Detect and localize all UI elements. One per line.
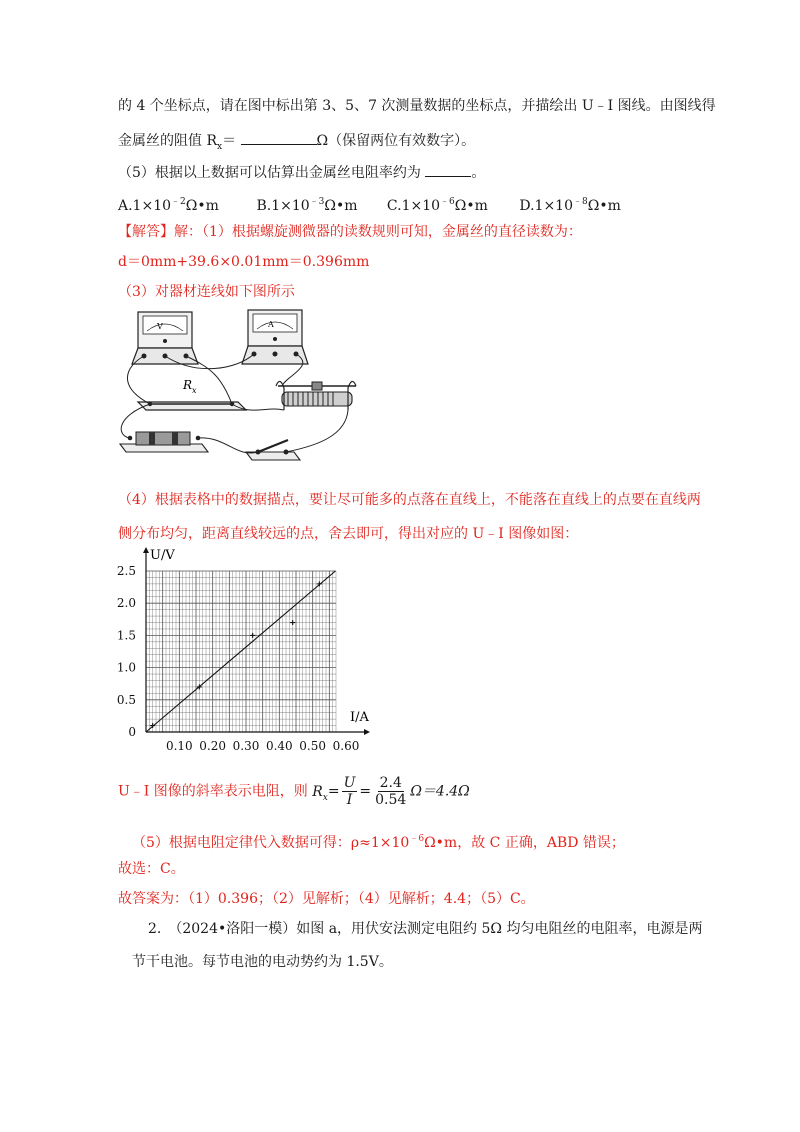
part-3-heading: （3）对器材连线如下图所示 (118, 284, 295, 300)
formula-result: Ω＝4.4Ω (410, 783, 470, 800)
question-5-text: （5）根据以上数据可以估算出金属丝电阻率约为 (118, 165, 421, 181)
chart-ticks (117, 564, 359, 753)
battery-icon (120, 432, 208, 452)
diameter-calc: d＝0mm+39.6×0.01mm＝0.396mm (118, 254, 370, 270)
question-2-line-2: 节干电池。每节电池的电动势约为 1.5V。 (132, 954, 393, 970)
data-point (290, 620, 295, 625)
formula-lhs: $R_x$ (312, 783, 328, 803)
switch-icon (246, 440, 300, 460)
question-text-line: 的 4 个坐标点，请在图中标出第 3、5、7 次测量数据的坐标点，并描绘出 U﹣I 图线。由图线得 (118, 98, 716, 114)
answer-blank[interactable] (241, 130, 317, 145)
text-fragment: Ω（保留两位有效数字）。 (316, 133, 476, 149)
question-5 (118, 162, 485, 183)
x-axis-label: I/A (350, 710, 369, 725)
y-axis-arrow (143, 547, 149, 553)
slope-formula: U﹣I 图像的斜率表示电阻，则 $R_x=$ $\frac{U}{I}$ = $\frac{2.4}{0.54}$ Ω＝4.4Ω (118, 775, 470, 808)
option-a[interactable]: $A.1\times 10^{﹣2}\Omega•m$ (118, 197, 219, 214)
fraction-ui: $\frac{U}{I}$ (343, 775, 356, 808)
part-4-line-2: 侧分布均匀，距离直线较远的点，舍去即可，得出对应的 U﹣I 图像如图： (118, 526, 579, 542)
data-point (250, 633, 255, 638)
fraction-values: $\frac{2.4}{0.54}$ (375, 775, 407, 808)
final-answer: 故答案为：（1）0.396；（2）见解析；（4）见解析；4.4；（5）C。 (118, 891, 535, 907)
slope-text: U﹣I 图像的斜率表示电阻，则 (118, 783, 308, 800)
text-fragment: 。 (471, 165, 486, 181)
question-2-line-1: 2. （2024•洛阳一模）如图 a，用伏安法测定电阻约 5Ω 均匀电阻丝的电阻率，电源是两 (148, 921, 703, 937)
x-tick-label: 0.60 (332, 739, 360, 753)
part-5-answer: （5）根据电阻定律代入数据可得：$\rho\approx 1\times 10^{﹣6}\Omega•m$，故 C 正确，ABD 错误； (132, 834, 625, 851)
option-b[interactable]: $B.1\times 10^{﹣3}\Omega•m$ (256, 197, 358, 214)
x-tick-label: 0.10 (165, 739, 193, 753)
text-fragment: ＝ (222, 133, 237, 149)
x-tick-label: 0.50 (299, 739, 327, 753)
y-tick-label: 2.5 (116, 564, 136, 578)
y-tick-label: 1.0 (116, 660, 136, 675)
circuit-apparatus-illustration (116, 306, 366, 466)
subscript: x (217, 141, 223, 152)
fit-line (146, 571, 335, 732)
x-axis-arrow (364, 729, 370, 735)
chart-fit-line (146, 571, 335, 732)
y-tick-label: 0.5 (116, 692, 136, 707)
resistance-wire-board (138, 378, 246, 410)
y-tick-label: 1.5 (116, 628, 136, 643)
answer-header: 【解答】解：（1）根据螺旋测微器的读数规则可知，金属丝的直径读数为： (118, 224, 582, 240)
option-c[interactable]: $C.1\times 10^{﹣6}\Omega•m$ (386, 197, 488, 214)
answer-blank[interactable] (425, 162, 471, 177)
options-row (118, 192, 621, 216)
x-tick-label: 0.40 (265, 739, 293, 753)
choice-line: 故选：C。 (118, 861, 185, 877)
ammeter-label: A (268, 320, 274, 329)
rx-label: $R_x$ (183, 378, 197, 395)
y-tick-label: 2.0 (116, 596, 136, 611)
voltmeter-label: V (157, 322, 163, 331)
u-i-graph (114, 545, 374, 755)
resistance-question (118, 130, 475, 157)
rheostat-icon (276, 381, 356, 410)
x-tick-label: 0.30 (232, 739, 260, 753)
option-d[interactable]: $D.1\times 10^{﹣8}\Omega•m$ (519, 197, 621, 214)
part-4-line-1: （4）根据表格中的数据描点，要让尽可能多的点落在直线上，不能落在直线上的点要在直线两 (118, 492, 701, 508)
x-tick-label: 0.20 (199, 739, 227, 753)
y-axis-label: U/V (150, 548, 175, 563)
y-tick-label: 0 (128, 725, 136, 739)
text-fragment: 金属丝的阻值 R (118, 133, 217, 149)
